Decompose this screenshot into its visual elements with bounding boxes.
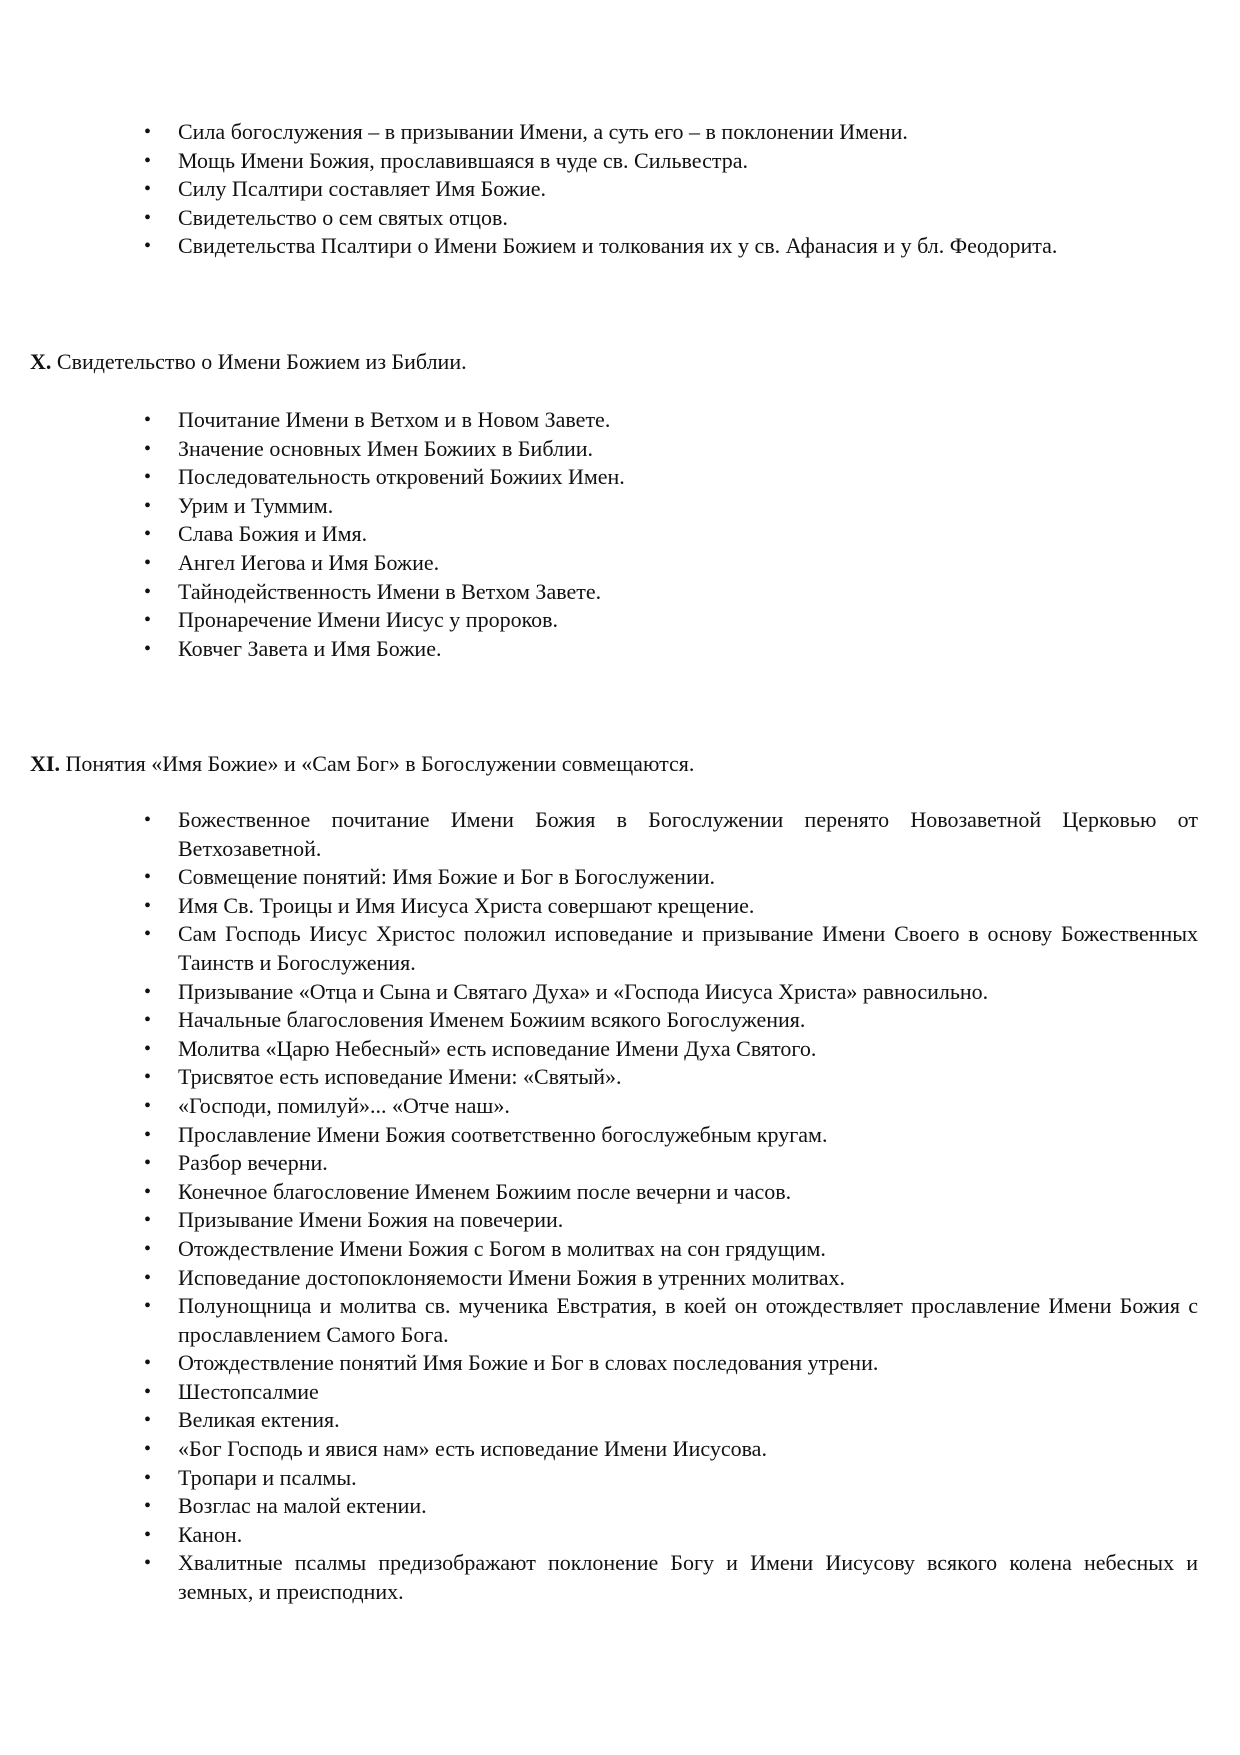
section-xi-number: XI. [30,751,60,776]
list-item: • Тропари и псалмы. [178,1464,1198,1493]
list-item: • Почитание Имени в Ветхом и в Новом Завете. [178,406,1198,435]
list-item: • Начальные благословения Именем Божиим всякого Богослужения. [178,1006,1198,1035]
section-x-title: Свидетельство о Имени Божием из Библии. [56,349,467,374]
list-item: • Имя Св. Троицы и Имя Иисуса Христа совершают крещение. [178,892,1198,921]
list-item: • «Бог Господь и явися нам» есть исповедание Имени Иисусова. [178,1435,1198,1464]
list-item: • Тайнодейственность Имени в Ветхом Завете. [178,578,1198,607]
list-item: • Мощь Имени Божия, прославившаяся в чуде св. Сильвестра. [178,147,1198,176]
list-item: • Сам Господь Иисус Христос положил исповедание и призывание Имени Своего в основу Божественных Таинств и Богослужения. [178,920,1198,977]
list-item: • Урим и Туммим. [178,492,1198,521]
list-item: • Свидетельства Псалтири о Имени Божием и толкования их у св. Афанасия и у бл. Феодорита. [178,232,1198,261]
list-item: • Свидетельство о сем святых отцов. [178,204,1198,233]
list-item: • Шестопсалмие [178,1378,1198,1407]
list-item: • Последовательность откровений Божиих Имен. [178,463,1198,492]
list-item: • Прославление Имени Божия соответственно богослужебным кругам. [178,1121,1198,1150]
list-item: • Трисвятое есть исповедание Имени: «Святый». [178,1063,1198,1092]
section-x-bullet-list [178,406,1198,663]
list-item: • Призывание «Отца и Сына и Святаго Духа» и «Господа Иисуса Христа» равносильно. [178,978,1198,1007]
section-x-heading [30,348,1210,376]
section-xi-heading [30,750,1210,778]
section-x-number: X. [30,349,52,374]
list-item: • Сила богослужения – в призывании Имени, а суть его – в поклонении Имени. [178,118,1198,147]
list-item: • Божественное почитание Имени Божия в Богослужении перенято Новозаветной Церковью от Ветхозаветной. [178,806,1198,863]
list-item: • Канон. [178,1521,1198,1550]
list-item: • Хвалитные псалмы предизображают поклонение Богу и Имени Иисусову всякого колена небесных и земных, и преисподних. [178,1549,1198,1606]
list-item: • Слава Божия и Имя. [178,520,1198,549]
list-item: • Молитва «Царю Небесный» есть исповедание Имени Духа Святого. [178,1035,1198,1064]
list-item: • Ангел Иегова и Имя Божие. [178,549,1198,578]
intro-bullet-list [178,118,1198,261]
list-item: • Совмещение понятий: Имя Божие и Бог в Богослужении. [178,863,1198,892]
list-item: • Ковчег Завета и Имя Божие. [178,635,1198,664]
list-item: • Разбор вечерни. [178,1149,1198,1178]
section-xi-title: Понятия «Имя Божие» и «Сам Бог» в Богослужении совмещаются. [65,751,695,776]
list-item: • Пронаречение Имени Иисус у пророков. [178,606,1198,635]
list-item: • Конечное благословение Именем Божиим после вечерни и часов. [178,1178,1198,1207]
list-item: • Отождествление Имени Божия с Богом в молитвах на сон грядущим. [178,1235,1198,1264]
list-item: • Возглас на малой ектении. [178,1492,1198,1521]
list-item: • Значение основных Имен Божиих в Библии. [178,435,1198,464]
list-item: • Великая ектения. [178,1406,1198,1435]
list-item: • Призывание Имени Божия на повечерии. [178,1206,1198,1235]
list-item: • Исповедание достопоклоняемости Имени Божия в утренних молитвах. [178,1264,1198,1293]
list-item: • Отождествление понятий Имя Божие и Бог в словах последования утрени. [178,1349,1198,1378]
list-item: • Полунощница и молитва св. мученика Евстратия, в коей он отождествляет прославление Имени Божия с прославлением Самого Бога. [178,1292,1198,1349]
list-item: • Силу Псалтири составляет Имя Божие. [178,175,1198,204]
list-item: • «Господи, помилуй»... «Отче наш». [178,1092,1198,1121]
section-xi-bullet-list [178,806,1198,1607]
